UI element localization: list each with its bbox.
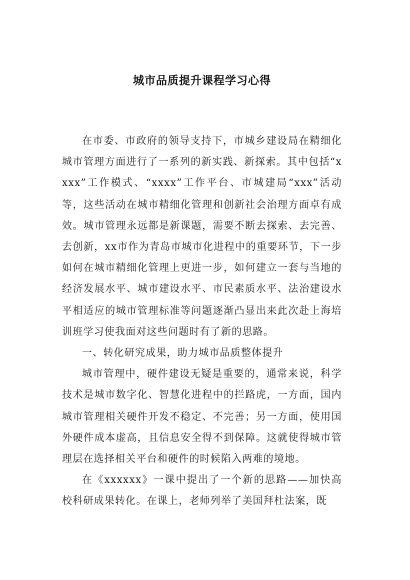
document-title: 城市品质提升课程学习心得 (133, 74, 271, 87)
paragraph-course: 在《xxxxxx》一课中提出了一个新的思路——加快高校科研成果转化。在课上，老师列举了美国拜杜法案，既 (62, 475, 342, 508)
document-body (62, 131, 342, 513)
section-heading-1: 一、转化研究成果，助力城市品质整体提升 (82, 348, 284, 360)
paragraph-intro: 在市委、市政府的领导支持下，市城乡建设局在精细化城市管理方面进行了一系列的新实践、新探索。其中包括“xxxx”工作模式、“xxxx”工作平台、市城建局“xxx”活动等，这些活动在城市精细化管理和创新社会治理方面卓有成效。城市管理永远都是新课题，需要不断去探索、去完善、去创新，xx市作为青岛市城市化进程中的重要环节，下一步如何在城市精细化管理上更进一步，如何建立一套与当地的经济发展水平、城市建设水平、市民素质水平、法治建设水平相适应的城市管理标准等问题逐渐凸显出来此次赴上海培训班学习使我面对这些问题时有了新的思路。 (62, 136, 342, 338)
paragraph-hardware: 城市管理中，硬件建设无疑是重要的，通常来说，科学技术是城市数字化、智慧化进程中的拦路虎，一方面，国内城市管理相关硬件开发不稳定、不完善；另一方面，使用国外硬件成本虚高，且信息安全得不到保障。这就使得城市管理层在选择相关平台和硬件的时候陷入两难的境地。 (62, 369, 342, 466)
